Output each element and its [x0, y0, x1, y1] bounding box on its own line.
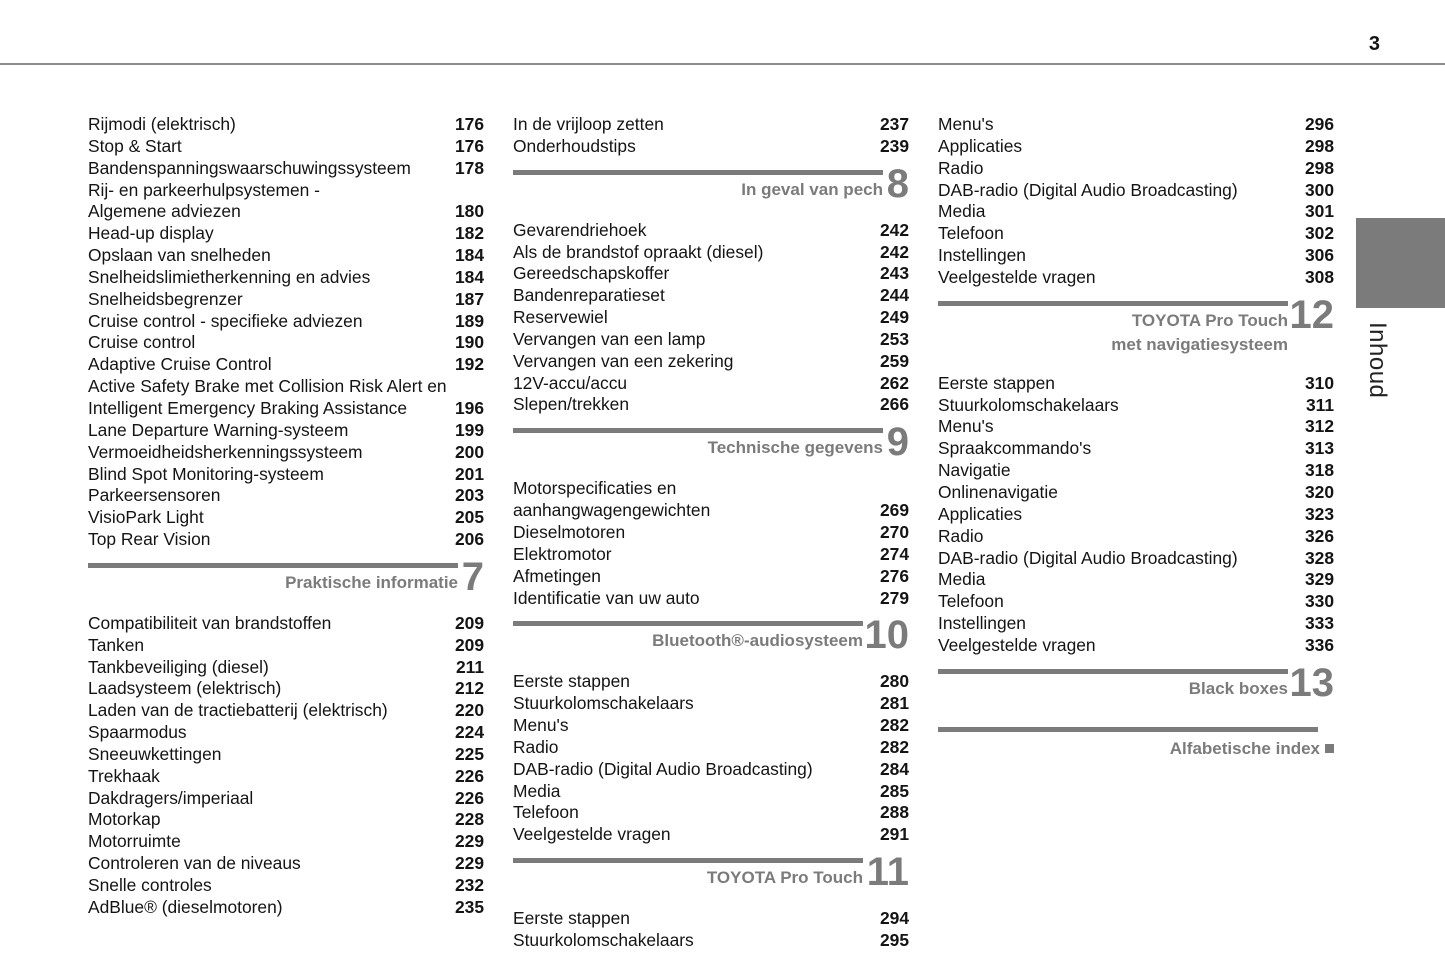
section-number: 13	[1289, 660, 1334, 705]
toc-entry-title: Radio	[513, 736, 559, 757]
toc-entry-title: Bandenreparatieset	[513, 285, 665, 306]
toc-entry-title: Radio	[938, 525, 984, 546]
toc-entry-page: 320	[1304, 481, 1334, 502]
toc-entry-page: 279	[879, 587, 909, 608]
toc-entry-page: 333	[1304, 613, 1334, 634]
toc-entry-title: Media	[938, 569, 986, 590]
section-rule	[88, 563, 458, 568]
section-header-13[interactable]	[938, 660, 1334, 713]
square-bullet-icon	[1325, 744, 1334, 753]
toc-entry-page: 313	[1304, 438, 1334, 459]
section-title: In geval van pech	[741, 179, 883, 199]
toc-entry-page: 242	[879, 241, 909, 262]
toc-entry[interactable]	[513, 307, 909, 329]
toc-entry[interactable]	[938, 438, 1334, 460]
toc-entry-title: Veelgestelde vragen	[938, 634, 1096, 655]
toc-entry-page: 232	[454, 875, 484, 895]
toc-entry[interactable]	[938, 158, 1334, 180]
toc-list	[513, 908, 909, 952]
section-rule	[513, 428, 883, 433]
toc-entry-page: 270	[879, 521, 909, 542]
toc-entry-page: 306	[1304, 245, 1334, 266]
toc-entry[interactable]	[88, 376, 484, 398]
toc-entry[interactable]	[88, 180, 484, 202]
toc-entry[interactable]	[513, 544, 909, 566]
toc-entry-title: Compatibiliteit van brandstoffen	[88, 612, 332, 633]
toc-entry-title: Stuurkolomschakelaars	[513, 929, 694, 950]
toc-entry[interactable]	[938, 180, 1334, 202]
page-number: 3	[1368, 33, 1380, 55]
toc-entry[interactable]	[938, 635, 1334, 657]
toc-entry-title: Vervangen van een lamp	[513, 328, 706, 349]
toc-entry[interactable]	[88, 635, 484, 657]
toc-entry-page: 312	[1304, 416, 1334, 437]
toc-entry-page: 235	[454, 896, 484, 917]
toc-entry-title: Identificatie van uw auto	[513, 587, 700, 608]
toc-entry[interactable]	[513, 394, 909, 416]
toc-entry[interactable]	[938, 591, 1334, 613]
toc-entry[interactable]	[88, 114, 484, 136]
toc-entry-page: 310	[1304, 372, 1334, 393]
toc-entry-page: 225	[454, 743, 484, 764]
toc-entry-page: 201	[454, 463, 484, 484]
toc-entry[interactable]	[88, 485, 484, 507]
toc-entry[interactable]	[513, 908, 909, 930]
toc-entry-page: 228	[454, 809, 484, 830]
toc-entry-page: 206	[454, 529, 484, 550]
toc-entry-title: Motorkap	[88, 809, 161, 830]
toc-entry-page: 187	[454, 288, 484, 309]
toc-entry[interactable]	[88, 897, 484, 919]
toc-entry-title: Dieselmotoren	[513, 521, 626, 542]
toc-entry-title: Telefoon	[513, 802, 579, 823]
toc-entry-title: Menu's	[513, 715, 569, 736]
toc-entry-title: Instellingen	[938, 613, 1026, 634]
toc-entry[interactable]	[88, 722, 484, 744]
chapter-tab-marker	[1356, 218, 1445, 308]
toc-entry[interactable]	[88, 420, 484, 442]
toc-entry-page: 180	[454, 201, 484, 222]
toc-entry-title: Rijmodi (elektrisch)	[88, 114, 236, 134]
index-title: Alfabetische index	[1169, 738, 1320, 758]
toc-entry[interactable]	[88, 744, 484, 766]
index-header[interactable]	[938, 727, 1334, 767]
section-header-12[interactable]	[938, 292, 1334, 367]
toc-entry-title: Menu's	[938, 416, 994, 437]
toc-entry[interactable]	[513, 671, 909, 693]
section-number: 12	[1289, 292, 1334, 337]
section-rule	[513, 621, 863, 626]
toc-entry-page: 237	[879, 114, 909, 134]
section-header-10[interactable]	[513, 613, 909, 665]
toc-entry[interactable]	[938, 526, 1334, 548]
toc-entry[interactable]	[513, 263, 909, 285]
toc-entry[interactable]	[88, 678, 484, 700]
section-number: 7	[461, 554, 484, 599]
toc-entry[interactable]	[938, 395, 1334, 417]
toc-entry[interactable]	[938, 114, 1334, 136]
toc-entry[interactable]	[938, 136, 1334, 158]
toc-entry[interactable]	[88, 529, 484, 551]
toc-entry[interactable]	[513, 136, 909, 158]
toc-entry-title: Lane Departure Warning-systeem	[88, 419, 349, 440]
toc-entry[interactable]	[938, 373, 1334, 395]
toc-entry[interactable]	[513, 373, 909, 395]
toc-entry-title: Controleren van de niveaus	[88, 853, 301, 874]
toc-entry-page: 209	[454, 634, 484, 655]
toc-entry-page: 203	[454, 485, 484, 506]
toc-entry[interactable]	[513, 478, 909, 500]
toc-entry-page: 301	[1304, 201, 1334, 222]
toc-column-3	[938, 114, 1334, 767]
toc-entry-page: 330	[1304, 591, 1334, 612]
toc-entry-title: Menu's	[938, 114, 994, 134]
toc-entry-page: 192	[454, 354, 484, 375]
toc-entry-page: 288	[879, 802, 909, 823]
toc-column-2	[513, 114, 909, 952]
toc-entry-page: 308	[1304, 266, 1334, 287]
toc-entry[interactable]	[88, 464, 484, 486]
toc-entry-title: Tanken	[88, 634, 145, 655]
toc-entry-page: 209	[454, 612, 484, 633]
toc-entry[interactable]	[513, 566, 909, 588]
toc-entry[interactable]	[88, 201, 484, 223]
toc-entry-page: 269	[879, 500, 909, 521]
section-number: 11	[866, 850, 909, 895]
toc-entry-title: Instellingen	[938, 245, 1026, 266]
toc-entry-title: Trekhaak	[88, 765, 160, 786]
toc-entry-title: Gereedschapskoffer	[513, 263, 670, 284]
toc-entry-title: Snelheidsbegrenzer	[88, 288, 243, 309]
toc-entry[interactable]	[513, 242, 909, 264]
toc-entry-title: Elektromotor	[513, 543, 612, 564]
toc-entry-title: Blind Spot Monitoring-systeem	[88, 463, 324, 484]
section-number: 9	[886, 420, 909, 465]
toc-entry[interactable]	[88, 332, 484, 354]
section-number: 8	[886, 161, 909, 206]
toc-entry-page: 205	[454, 507, 484, 528]
toc-entry-title: DAB-radio (Digital Audio Broadcasting)	[938, 179, 1238, 200]
toc-entry-page: 189	[454, 310, 484, 331]
section-rule	[938, 301, 1288, 306]
toc-entry[interactable]	[938, 613, 1334, 635]
toc-entry-page: 328	[1304, 547, 1334, 568]
section-title: Black boxes	[1188, 678, 1288, 698]
toc-entry-title: Snelle controles	[88, 875, 212, 895]
toc-entry[interactable]	[88, 788, 484, 810]
toc-entry-page: 298	[1304, 157, 1334, 178]
toc-entry-title: Als de brandstof opraakt (diesel)	[513, 241, 764, 262]
toc-entry-page: 274	[879, 543, 909, 564]
toc-entry-title: DAB-radio (Digital Audio Broadcasting)	[513, 758, 813, 779]
toc-list	[513, 478, 909, 609]
toc-entry-page: 323	[1304, 503, 1334, 524]
toc-entry-title: Telefoon	[938, 591, 1004, 612]
toc-entry-page: 199	[454, 419, 484, 440]
toc-entry-title: Applicaties	[938, 135, 1023, 156]
toc-entry-title: Radio	[938, 157, 984, 178]
toc-list	[513, 220, 909, 417]
toc-entry-page: 295	[879, 929, 909, 950]
toc-entry[interactable]	[88, 354, 484, 376]
toc-entry-title: Laadsysteem (elektrisch)	[88, 678, 282, 699]
toc-entry-page: 229	[454, 831, 484, 852]
toc-entry-page: 226	[454, 765, 484, 786]
toc-entry[interactable]	[513, 737, 909, 759]
toc-entry-page: 229	[454, 853, 484, 874]
toc-entry-title: Veelgestelde vragen	[938, 266, 1096, 287]
toc-entry-page: 294	[879, 908, 909, 929]
toc-entry[interactable]	[88, 657, 484, 679]
toc-entry-title: Top Rear Vision	[88, 529, 211, 550]
toc-list	[513, 114, 909, 158]
section-header-9[interactable]	[513, 420, 909, 472]
toc-entry-page: 220	[454, 700, 484, 721]
toc-entry-page: 285	[879, 780, 909, 801]
toc-entry-page: 190	[454, 332, 484, 353]
toc-entry[interactable]	[513, 715, 909, 737]
toc-entry[interactable]	[938, 245, 1334, 267]
toc-entry-page: 280	[879, 671, 909, 692]
toc-entry-title: Spaarmodus	[88, 722, 187, 743]
toc-entry-page: 311	[1305, 394, 1334, 415]
section-subtitle: met navigatiesysteem	[1111, 334, 1288, 354]
section-title: Technische gegevens	[707, 438, 883, 458]
toc-entry-title: Onlinenavigatie	[938, 481, 1058, 502]
toc-entry-title: Vermoeidheidsherkenningssysteem	[88, 441, 363, 462]
toc-entry[interactable]	[513, 522, 909, 544]
toc-entry-page: 196	[454, 397, 484, 418]
toc-entry[interactable]	[513, 824, 909, 846]
toc-entry-page: 259	[879, 350, 909, 371]
toc-list	[938, 114, 1334, 289]
toc-entry[interactable]	[88, 245, 484, 267]
toc-entry-page: 253	[879, 328, 909, 349]
toc-entry-page: 282	[879, 715, 909, 736]
toc-entry-title: Onderhoudstips	[513, 135, 636, 156]
toc-entry-title: Vervangen van een zekering	[513, 350, 734, 371]
toc-entry-page: 282	[879, 736, 909, 757]
toc-entry[interactable]	[88, 875, 484, 897]
section-number: 10	[864, 613, 909, 658]
toc-entry-title: Eerste stappen	[513, 671, 630, 692]
toc-column-1	[88, 114, 484, 919]
toc-entry-title: Veelgestelde vragen	[513, 824, 671, 845]
toc-entry-title: DAB-radio (Digital Audio Broadcasting)	[938, 547, 1238, 568]
toc-entry-title: 12V-accu/accu	[513, 372, 628, 393]
toc-entry-title: aanhangwagengewichten	[513, 500, 711, 521]
toc-entry[interactable]	[938, 482, 1334, 504]
toc-entry-page: 276	[879, 565, 909, 586]
toc-entry-page: 336	[1304, 634, 1334, 655]
toc-entry[interactable]	[938, 201, 1334, 223]
toc-entry-title: Laden van de tractiebatterij (elektrisch)	[88, 700, 388, 721]
toc-entry[interactable]	[513, 693, 909, 715]
toc-entry-title: Snelheidslimietherkenning en advies	[88, 266, 371, 287]
section-header-11[interactable]	[513, 850, 909, 902]
toc-entry-page: 226	[454, 787, 484, 808]
chapter-tab-label: Inhoud	[1364, 322, 1391, 399]
toc-entry-page: 176	[454, 114, 484, 134]
toc-entry[interactable]	[513, 781, 909, 803]
toc-entry[interactable]	[513, 759, 909, 781]
toc-entry[interactable]	[88, 613, 484, 635]
toc-entry-page: 243	[879, 263, 909, 284]
toc-entry[interactable]	[513, 930, 909, 952]
toc-entry[interactable]	[513, 285, 909, 307]
toc-entry-title: Motorspecificaties en	[513, 478, 677, 499]
toc-entry-title: Opslaan van snelheden	[88, 245, 271, 266]
toc-entry-title: Cruise control	[88, 332, 196, 353]
toc-entry-title: Stuurkolomschakelaars	[938, 394, 1119, 415]
toc-entry-title: Cruise control - specifieke adviezen	[88, 310, 363, 331]
toc-entry-page: 291	[879, 824, 909, 845]
toc-entry-title: Media	[938, 201, 986, 222]
toc-entry-page: 284	[879, 758, 909, 779]
toc-entry-page: 184	[454, 266, 484, 287]
toc-entry-page: 239	[879, 135, 909, 156]
toc-entry[interactable]	[88, 507, 484, 529]
toc-entry-title: Rij- en parkeerhulpsystemen -	[88, 179, 320, 200]
toc-entry[interactable]	[513, 500, 909, 522]
toc-entry[interactable]	[938, 223, 1334, 245]
toc-entry-title: VisioPark Light	[88, 507, 204, 528]
section-rule	[938, 727, 1318, 732]
toc-entry[interactable]	[88, 311, 484, 333]
toc-entry-page: 318	[1304, 460, 1334, 481]
toc-entry[interactable]	[513, 114, 909, 136]
section-header-8[interactable]	[513, 161, 909, 214]
toc-entry[interactable]	[513, 329, 909, 351]
toc-entry-title: Tankbeveiliging (diesel)	[88, 656, 269, 677]
toc-entry-title: Parkeersensoren	[88, 485, 221, 506]
toc-entry[interactable]	[88, 700, 484, 722]
section-rule	[513, 858, 863, 863]
toc-entry[interactable]	[513, 802, 909, 824]
toc-entry[interactable]	[88, 158, 484, 180]
header-rule	[0, 63, 1445, 65]
toc-entry[interactable]	[938, 504, 1334, 526]
toc-entry[interactable]	[88, 136, 484, 158]
toc-list	[88, 114, 484, 551]
section-rule	[513, 170, 883, 175]
toc-entry-title: Eerste stappen	[938, 372, 1055, 393]
toc-entry-title: Applicaties	[938, 503, 1023, 524]
toc-entry-page: 224	[454, 722, 484, 743]
toc-entry-title: Bandenspanningswaarschuwingssysteem	[88, 157, 411, 178]
toc-entry-page: 242	[879, 219, 909, 240]
toc-entry-title: Dakdragers/imperiaal	[88, 787, 254, 808]
section-header-7[interactable]	[88, 554, 484, 607]
toc-entry-page: 326	[1304, 525, 1334, 546]
toc-entry-title: Algemene adviezen	[88, 201, 241, 222]
toc-entry-page: 182	[454, 223, 484, 244]
toc-entry[interactable]	[938, 267, 1334, 289]
toc-entry-title: Sneeuwkettingen	[88, 743, 222, 764]
toc-entry[interactable]	[88, 831, 484, 853]
toc-entry-title: Stuurkolomschakelaars	[513, 693, 694, 714]
toc-entry-page: 281	[879, 693, 909, 714]
toc-entry-page: 176	[454, 135, 484, 156]
toc-entry[interactable]	[513, 220, 909, 242]
toc-entry-page: 249	[879, 307, 909, 328]
toc-entry[interactable]	[938, 460, 1334, 482]
toc-entry[interactable]	[938, 548, 1334, 570]
toc-list	[938, 373, 1334, 657]
section-title: TOYOTA Pro Touch	[706, 868, 863, 888]
toc-entry-page: 184	[454, 245, 484, 266]
toc-entry-title: Active Safety Brake met Collision Risk Alert en	[88, 376, 447, 397]
toc-entry-title: Head-up display	[88, 223, 214, 244]
toc-entry-page: 296	[1304, 114, 1334, 134]
toc-entry-page: 178	[454, 157, 484, 178]
toc-entry[interactable]	[88, 398, 484, 420]
section-title: Praktische informatie	[285, 572, 458, 592]
toc-entry[interactable]	[938, 569, 1334, 591]
toc-entry[interactable]	[88, 442, 484, 464]
toc-entry-title: Eerste stappen	[513, 908, 630, 929]
toc-entry-page: 262	[879, 372, 909, 393]
toc-entry[interactable]	[513, 588, 909, 610]
toc-entry-page: 200	[454, 441, 484, 462]
toc-entry-title: Slepen/trekken	[513, 394, 630, 415]
toc-list	[88, 613, 484, 919]
toc-entry-title: Motorruimte	[88, 831, 181, 852]
toc-entry[interactable]	[88, 289, 484, 311]
toc-entry-title: Afmetingen	[513, 565, 601, 586]
toc-entry-title: Reservewiel	[513, 307, 608, 328]
toc-entry[interactable]	[513, 351, 909, 373]
toc-entry[interactable]	[88, 853, 484, 875]
toc-entry-page: 244	[879, 285, 909, 306]
toc-entry-page: 329	[1304, 569, 1334, 590]
section-rule	[938, 669, 1288, 674]
toc-entry-page: 298	[1304, 135, 1334, 156]
toc-entry-title: Spraakcommando's	[938, 438, 1092, 459]
toc-entry-title: Intelligent Emergency Braking Assistance	[88, 397, 407, 418]
toc-entry[interactable]	[88, 809, 484, 831]
toc-entry[interactable]	[88, 223, 484, 245]
toc-entry-title: Adaptive Cruise Control	[88, 354, 272, 375]
toc-entry-title: In de vrijloop zetten	[513, 114, 664, 134]
section-title: Bluetooth®-audiosysteem	[652, 631, 863, 651]
toc-entry-page: 212	[454, 678, 484, 699]
toc-entry-title: AdBlue® (dieselmotoren)	[88, 896, 283, 917]
toc-entry-title: Navigatie	[938, 460, 1011, 481]
toc-entry[interactable]	[88, 267, 484, 289]
toc-entry-page: 300	[1304, 179, 1334, 200]
index-title-wrap	[1170, 739, 1334, 759]
toc-entry-title: Stop & Start	[88, 135, 182, 156]
toc-entry[interactable]	[88, 766, 484, 788]
toc-entry-page: 266	[879, 394, 909, 415]
toc-entry[interactable]	[938, 416, 1334, 438]
toc-entry-page: 211	[455, 656, 484, 677]
section-title: TOYOTA Pro Touch	[1131, 310, 1288, 330]
toc-entry-title: Media	[513, 780, 561, 801]
toc-entry-title: Telefoon	[938, 223, 1004, 244]
toc-entry-page: 302	[1304, 223, 1334, 244]
toc-list	[513, 671, 909, 846]
toc-entry-title: Gevarendriehoek	[513, 219, 647, 240]
